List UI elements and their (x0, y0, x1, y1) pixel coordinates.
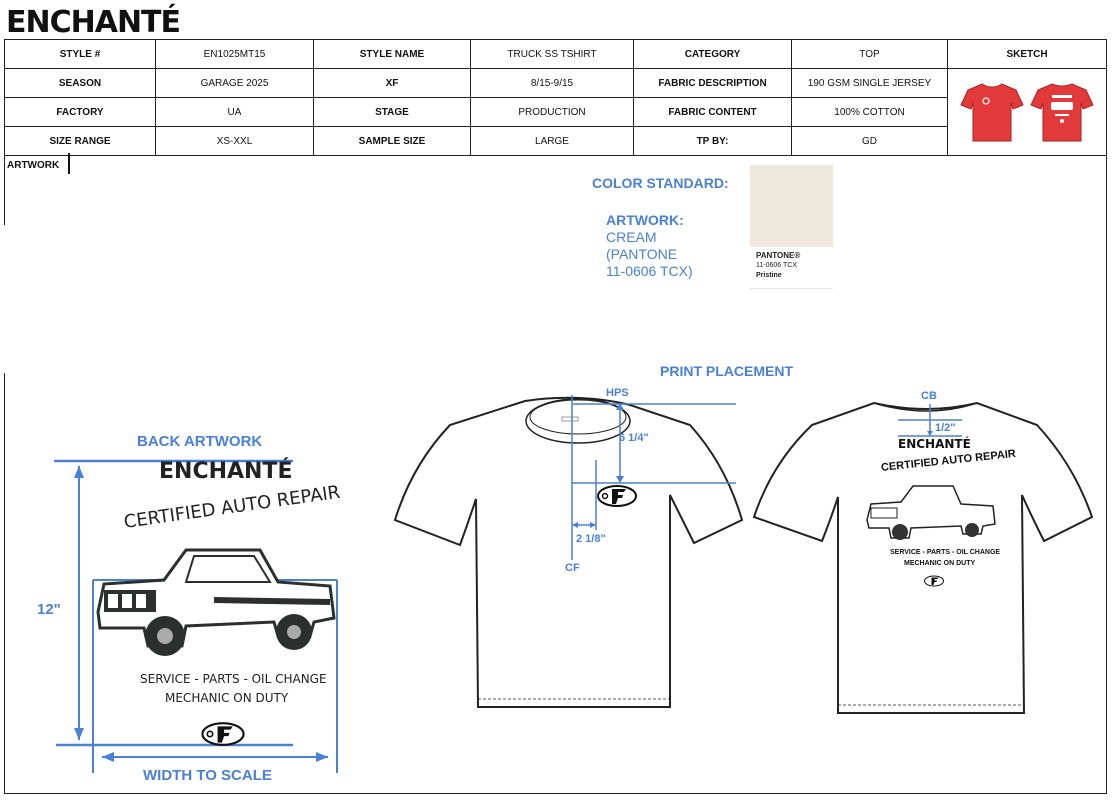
style-no-label: STYLE # (5, 40, 156, 69)
factory-label: FACTORY (5, 98, 156, 127)
pantone-name: Pristine (756, 272, 782, 279)
back-mini-line1: SERVICE - PARTS - OIL CHANGE (890, 549, 1001, 556)
tp-by-label: TP BY: (634, 127, 792, 156)
fabric-content-value: 100% COTTON (792, 98, 948, 127)
xf-label: XF (314, 69, 471, 98)
factory-value: UA (156, 98, 314, 127)
back-mini-brand: ENCHANTÉ (898, 437, 971, 451)
back-line-2: MECHANIC ON DUTY (165, 691, 289, 705)
width-to-scale-label: WIDTH TO SCALE (143, 767, 272, 784)
artwork-color-heading: ARTWORK: (606, 212, 684, 228)
stage-value: PRODUCTION (471, 98, 634, 127)
print-placement-title: PRINT PLACEMENT (660, 363, 793, 379)
season-label: SEASON (5, 69, 156, 98)
category-label: CATEGORY (634, 40, 792, 69)
artwork-color-line-3: 11-0606 TCX) (606, 263, 693, 279)
brand-logo: ENCHANTÉ (6, 5, 181, 40)
hps-label: HPS (606, 387, 629, 399)
offset-measure-label: 2 1/8" (576, 533, 606, 545)
artwork-color-line-1: CREAM (606, 229, 657, 245)
artwork-label: ARTWORK (7, 160, 60, 171)
stage-label: STAGE (314, 98, 471, 127)
cb-label: CB (921, 390, 937, 402)
fabric-desc-label: FABRIC DESCRIPTION (634, 69, 792, 98)
back-brand-text: ENCHANTÉ (159, 459, 293, 484)
cf-label: CF (565, 562, 580, 574)
sample-size-value: LARGE (471, 127, 634, 156)
back-mini-line2: MECHANIC ON DUTY (904, 560, 976, 567)
size-range-label: SIZE RANGE (5, 127, 156, 156)
size-range-value: XS-XXL (156, 127, 314, 156)
category-value: TOP (792, 40, 948, 69)
back-drop-label: 1/2" (935, 422, 956, 434)
pantone-code: 11-0606 TCX (756, 262, 797, 269)
back-logo (200, 721, 246, 747)
xf-value: 8/15-9/15 (471, 69, 634, 98)
tp-by-value: GD (792, 127, 948, 156)
artwork-color-line-2: (PANTONE (606, 246, 678, 262)
back-mini-arc: CERTIFIED AUTO REPAIR (880, 447, 1017, 474)
season-value: GARAGE 2025 (156, 69, 314, 98)
height-label: 12" (37, 601, 61, 618)
fabric-desc-value: 190 GSM SINGLE JERSEY (792, 69, 948, 98)
sample-size-label: SAMPLE SIZE (314, 127, 471, 156)
sketch-label: SKETCH (948, 40, 1107, 69)
drop-measure-label: 6 1/4" (619, 432, 649, 444)
fabric-content-label: FABRIC CONTENT (634, 98, 792, 127)
pantone-brand: PANTONE® (756, 251, 801, 260)
back-artwork-title: BACK ARTWORK (137, 433, 263, 450)
style-name-value: TRUCK SS TSHIRT (471, 40, 634, 69)
back-arc-text: CERTIFIED AUTO REPAIR (122, 481, 342, 533)
style-no-value: EN1025MT15 (156, 40, 314, 69)
back-line-1: SERVICE - PARTS - OIL CHANGE (140, 672, 327, 686)
color-standard-title: COLOR STANDARD: (592, 175, 729, 191)
back-truck-illustration (94, 542, 338, 662)
style-name-label: STYLE NAME (314, 40, 471, 69)
